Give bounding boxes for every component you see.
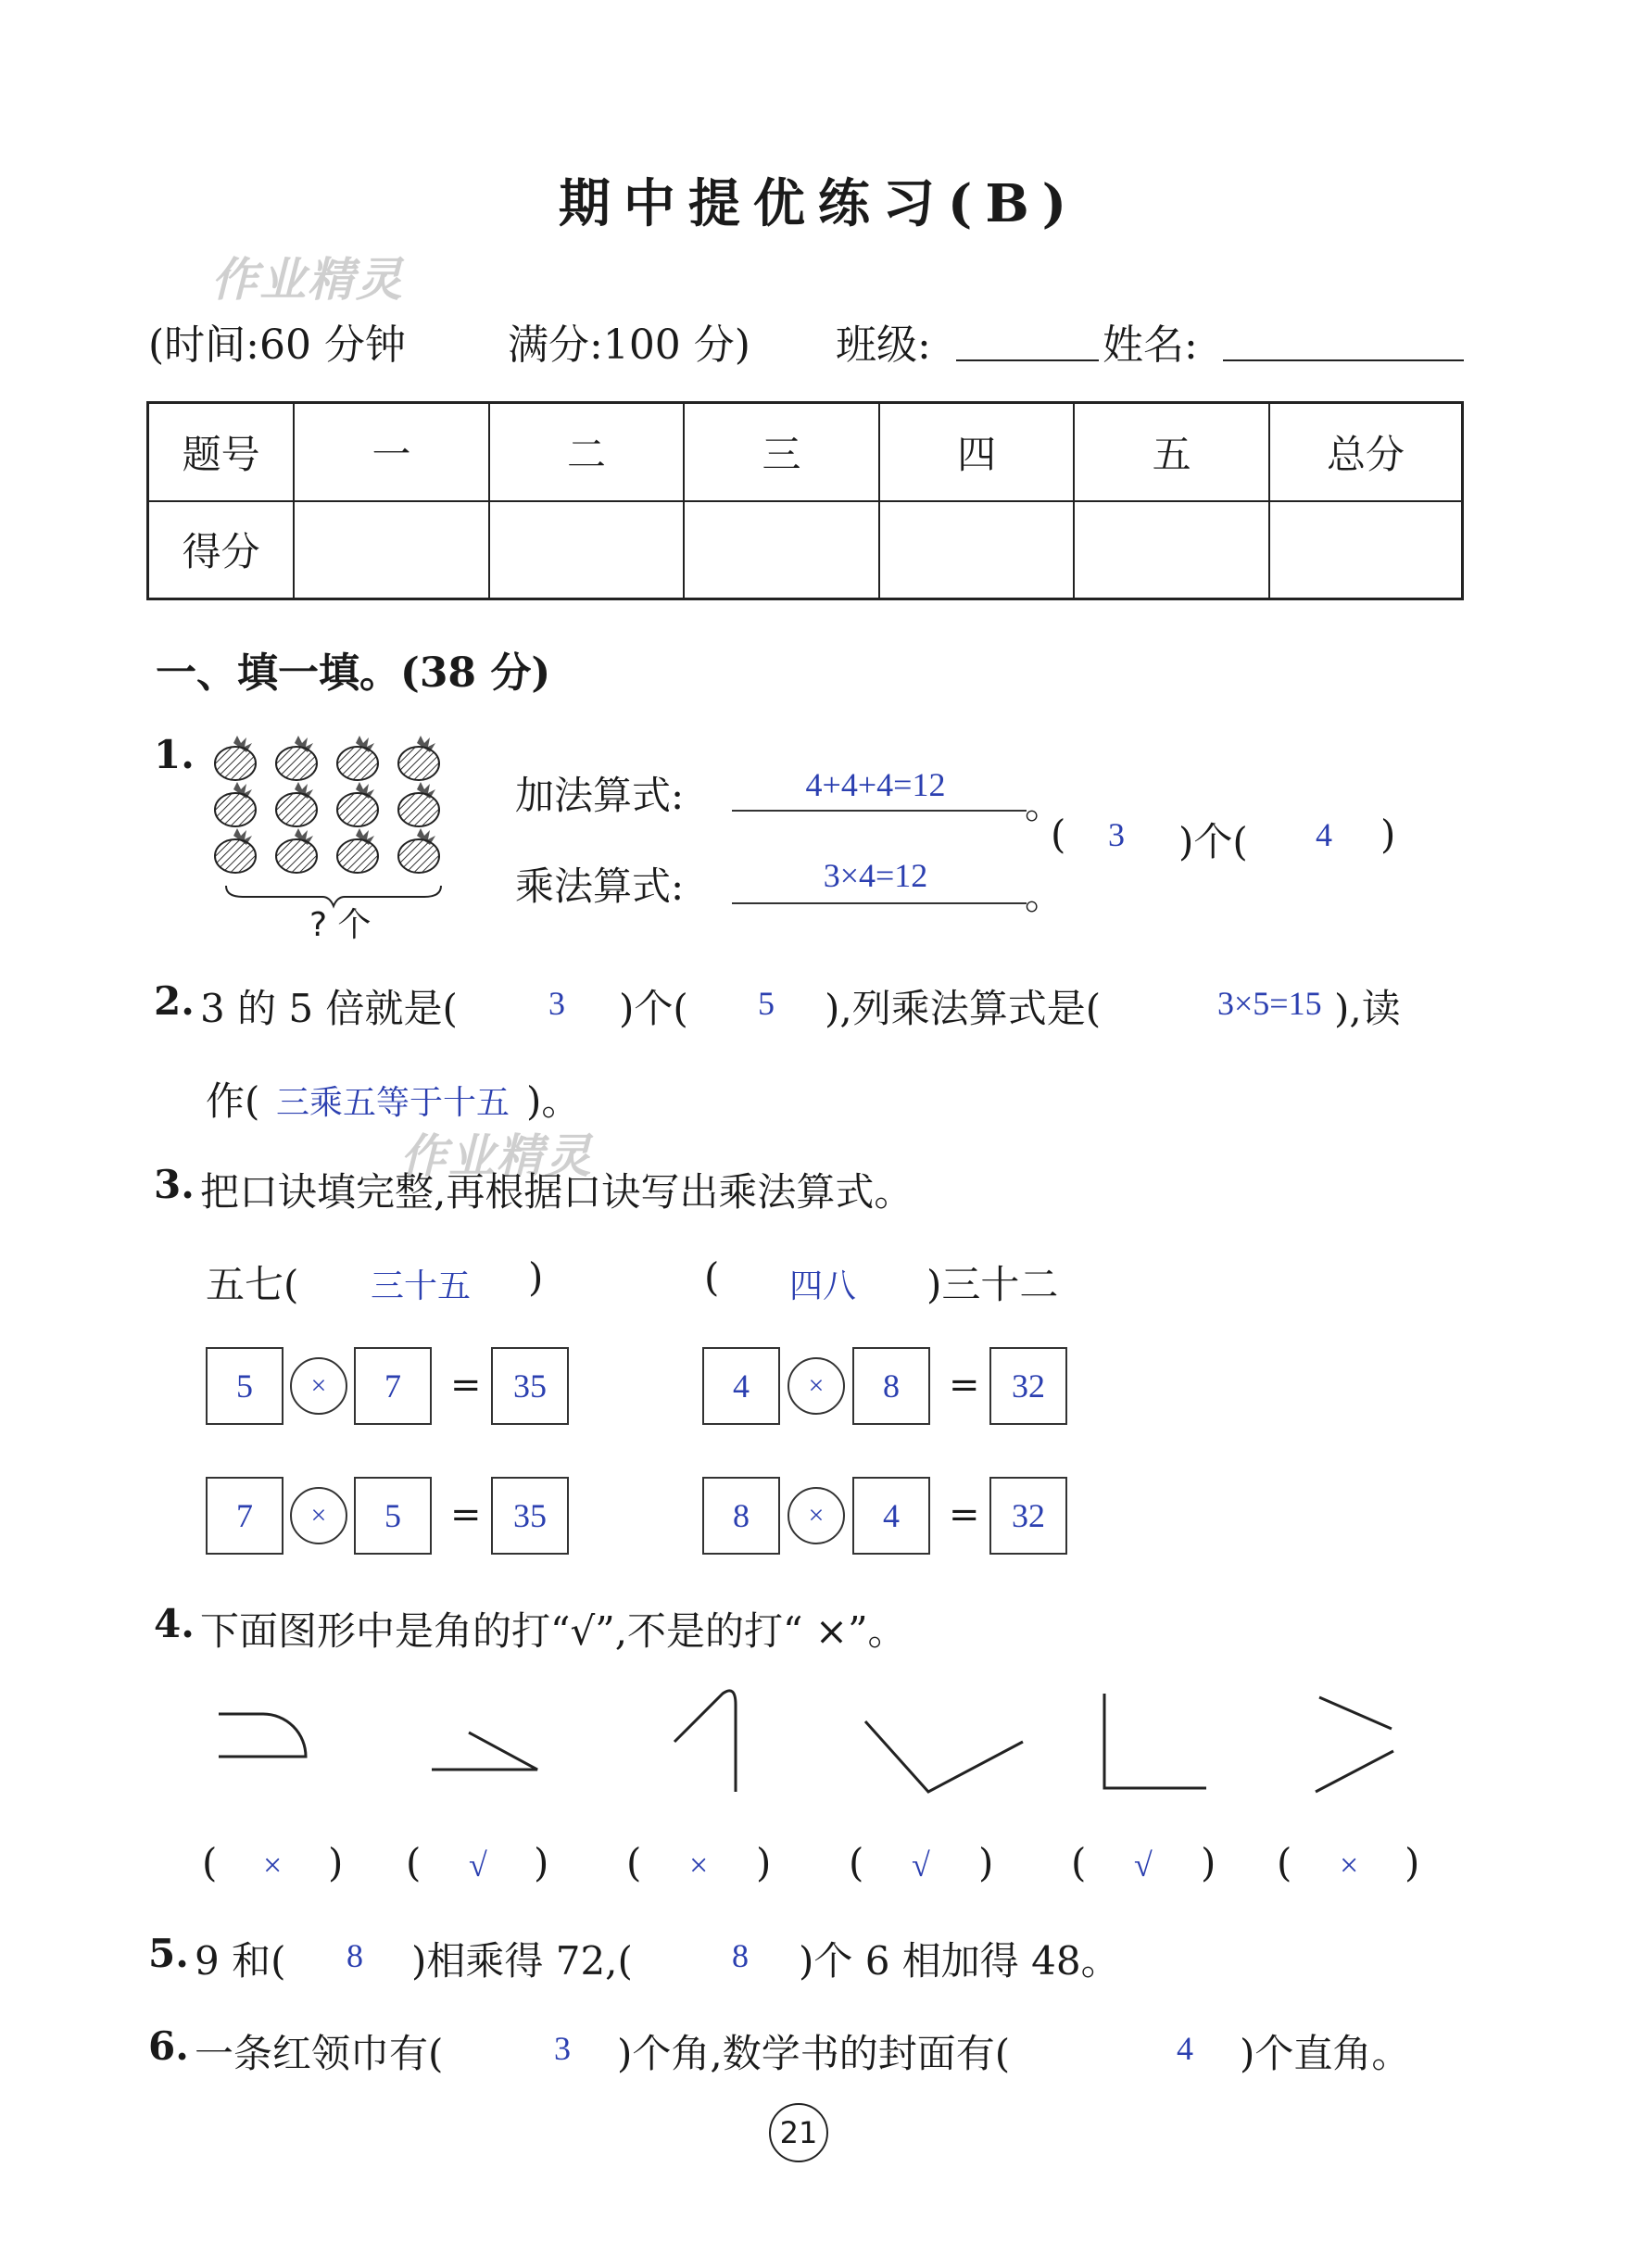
paren: ( [406, 1840, 422, 1885]
question-text: )个 6 相加得 48。 [799, 1938, 1120, 1984]
question-text: )个( [619, 986, 688, 1031]
equation-box: 4 [702, 1347, 780, 1425]
answer-mark: √ [469, 1846, 487, 1884]
score-info: 满分:100 分) [508, 321, 750, 369]
equation-box: 35 [491, 1477, 569, 1555]
paren: ) [1201, 1840, 1216, 1885]
answer: 4 [1177, 2030, 1193, 2067]
table-header-cell: 三 [684, 403, 879, 501]
question-text: ),读 [1334, 986, 1401, 1031]
times-circle: × [290, 1487, 347, 1544]
equation-box: 8 [852, 1347, 930, 1425]
question-text: 9 和( [195, 1938, 286, 1984]
answer: 5 [758, 985, 775, 1022]
table-header-cell: 二 [489, 403, 685, 501]
score-cell[interactable] [294, 501, 489, 599]
question-text: 作( [206, 1078, 260, 1124]
rhyme-right-suffix: )三十二 [926, 1262, 1059, 1307]
paren: ) [328, 1840, 344, 1885]
paren: ( [849, 1840, 864, 1885]
score-cell[interactable] [1074, 501, 1269, 599]
time-info: (时间:60 分钟 [148, 321, 406, 369]
question-text: 下面图形中是角的打“√”,不是的打“ ×”。 [200, 1608, 907, 1654]
question-number: 6. [148, 2023, 189, 2069]
times-circle: × [788, 1487, 845, 1544]
period: 。 [1025, 873, 1065, 918]
paren: ( [1051, 812, 1066, 857]
score-cell[interactable] [684, 501, 879, 599]
answer-mark: √ [1134, 1846, 1153, 1884]
score-table [146, 401, 1464, 600]
score-cell[interactable] [1269, 501, 1463, 599]
name-field[interactable] [1223, 359, 1464, 361]
class-field[interactable] [956, 359, 1099, 361]
question-text: ),列乘法算式是( [825, 986, 1102, 1031]
question-number: 3. [154, 1162, 195, 1207]
equation-box: 5 [354, 1477, 432, 1555]
times-circle: × [290, 1357, 347, 1415]
table-header-cell: 总分 [1269, 403, 1463, 501]
figure-gap-angle [1316, 1697, 1393, 1792]
equals-sign: = [450, 1364, 482, 1406]
table-header-cell: 五 [1074, 403, 1269, 501]
table-header-cell: 一 [294, 403, 489, 501]
answer-groups: 3 [1108, 816, 1125, 853]
rhyme-left-answer: 三十五 [371, 1267, 472, 1304]
watermark: 作业精灵 [400, 1129, 593, 1183]
answer-each: 4 [1316, 816, 1332, 853]
pineapple-caption: ? 个 [309, 906, 372, 944]
figure-v-angle [865, 1721, 1023, 1792]
score-cell[interactable] [489, 501, 685, 599]
equation-box: 4 [852, 1477, 930, 1555]
paren: ( [626, 1840, 642, 1885]
equation-box: 7 [354, 1347, 432, 1425]
paren: ) [1405, 1840, 1420, 1885]
figure-curve-shape [219, 1714, 306, 1757]
equation-box: 35 [491, 1347, 569, 1425]
question-text: 3 的 5 倍就是( [200, 986, 458, 1031]
paren: ) [1380, 812, 1396, 857]
figure-right-angle [1104, 1694, 1206, 1788]
paren: ) [978, 1840, 994, 1885]
question-text: )个直角。 [1240, 2031, 1411, 2076]
question-text: 一条红领巾有( [195, 2031, 444, 2076]
section-heading: 一、填一填。(38 分) [156, 649, 551, 697]
angle-figures [0, 1677, 1638, 1807]
watermark: 作业精灵 [211, 253, 404, 307]
addition-answer-line [732, 810, 1027, 812]
multiplication-label: 乘法算式: [515, 863, 685, 909]
addition-label: 加法算式: [515, 773, 685, 818]
answer-mark: × [689, 1846, 709, 1884]
question-number: 1. [154, 732, 195, 777]
answer: 3 [548, 985, 565, 1022]
equation-box: 7 [206, 1477, 284, 1555]
name-label: 姓名: [1102, 321, 1198, 369]
paren: ) [534, 1840, 549, 1885]
page-title: 期中提优练习(B) [558, 173, 1080, 234]
figure-angle-open [432, 1732, 537, 1770]
question-number: 2. [154, 978, 195, 1024]
answer: 三乘五等于十五 [276, 1084, 510, 1121]
answer-mark: √ [912, 1846, 930, 1884]
table-row-label: 得分 [148, 501, 295, 599]
rhyme-left-prefix: 五七( [206, 1262, 299, 1307]
question-text: )相乘得 72,( [411, 1938, 633, 1984]
question-text: 把口诀填完整,再根据口诀写出乘法算式。 [200, 1169, 914, 1215]
table-header-cell: 题号 [148, 403, 295, 501]
equals-sign: = [949, 1493, 980, 1536]
answer: 3 [554, 2030, 571, 2067]
answer: 8 [346, 1937, 363, 1974]
class-label: 班级: [836, 321, 931, 369]
paren: ( [202, 1840, 218, 1885]
table-header-cell: 四 [879, 403, 1075, 501]
paren: )个( [1178, 819, 1248, 864]
multiplication-answer: 3×4=12 [823, 857, 928, 894]
paren: ) [756, 1840, 772, 1885]
addition-answer: 4+4+4=12 [805, 766, 946, 803]
question-text: )。 [526, 1078, 581, 1124]
question-number: 5. [148, 1931, 189, 1976]
figure-curved-vertex [674, 1691, 736, 1792]
equation-box: 32 [989, 1477, 1067, 1555]
page-number: 21 [769, 2103, 828, 2162]
answer-mark: × [263, 1846, 283, 1884]
answer-mark: × [1340, 1846, 1359, 1884]
question-text: )个角,数学书的封面有( [617, 2031, 1011, 2076]
period: 。 [1025, 782, 1065, 827]
equals-sign: = [949, 1364, 980, 1406]
rhyme-left-suffix: ) [528, 1254, 544, 1300]
rhyme-right-answer: 四八 [789, 1267, 857, 1304]
answer: 3×5=15 [1217, 985, 1322, 1022]
equation-box: 5 [206, 1347, 284, 1425]
score-cell[interactable] [879, 501, 1075, 599]
multiplication-answer-line [732, 902, 1027, 904]
paren: ( [1071, 1840, 1087, 1885]
equation-box: 8 [702, 1477, 780, 1555]
answer: 8 [732, 1937, 749, 1974]
rhyme-right-prefix: ( [704, 1254, 720, 1300]
times-circle: × [788, 1357, 845, 1415]
equals-sign: = [450, 1493, 482, 1536]
equation-box: 32 [989, 1347, 1067, 1425]
paren: ( [1277, 1840, 1292, 1885]
question-number: 4. [154, 1601, 195, 1646]
